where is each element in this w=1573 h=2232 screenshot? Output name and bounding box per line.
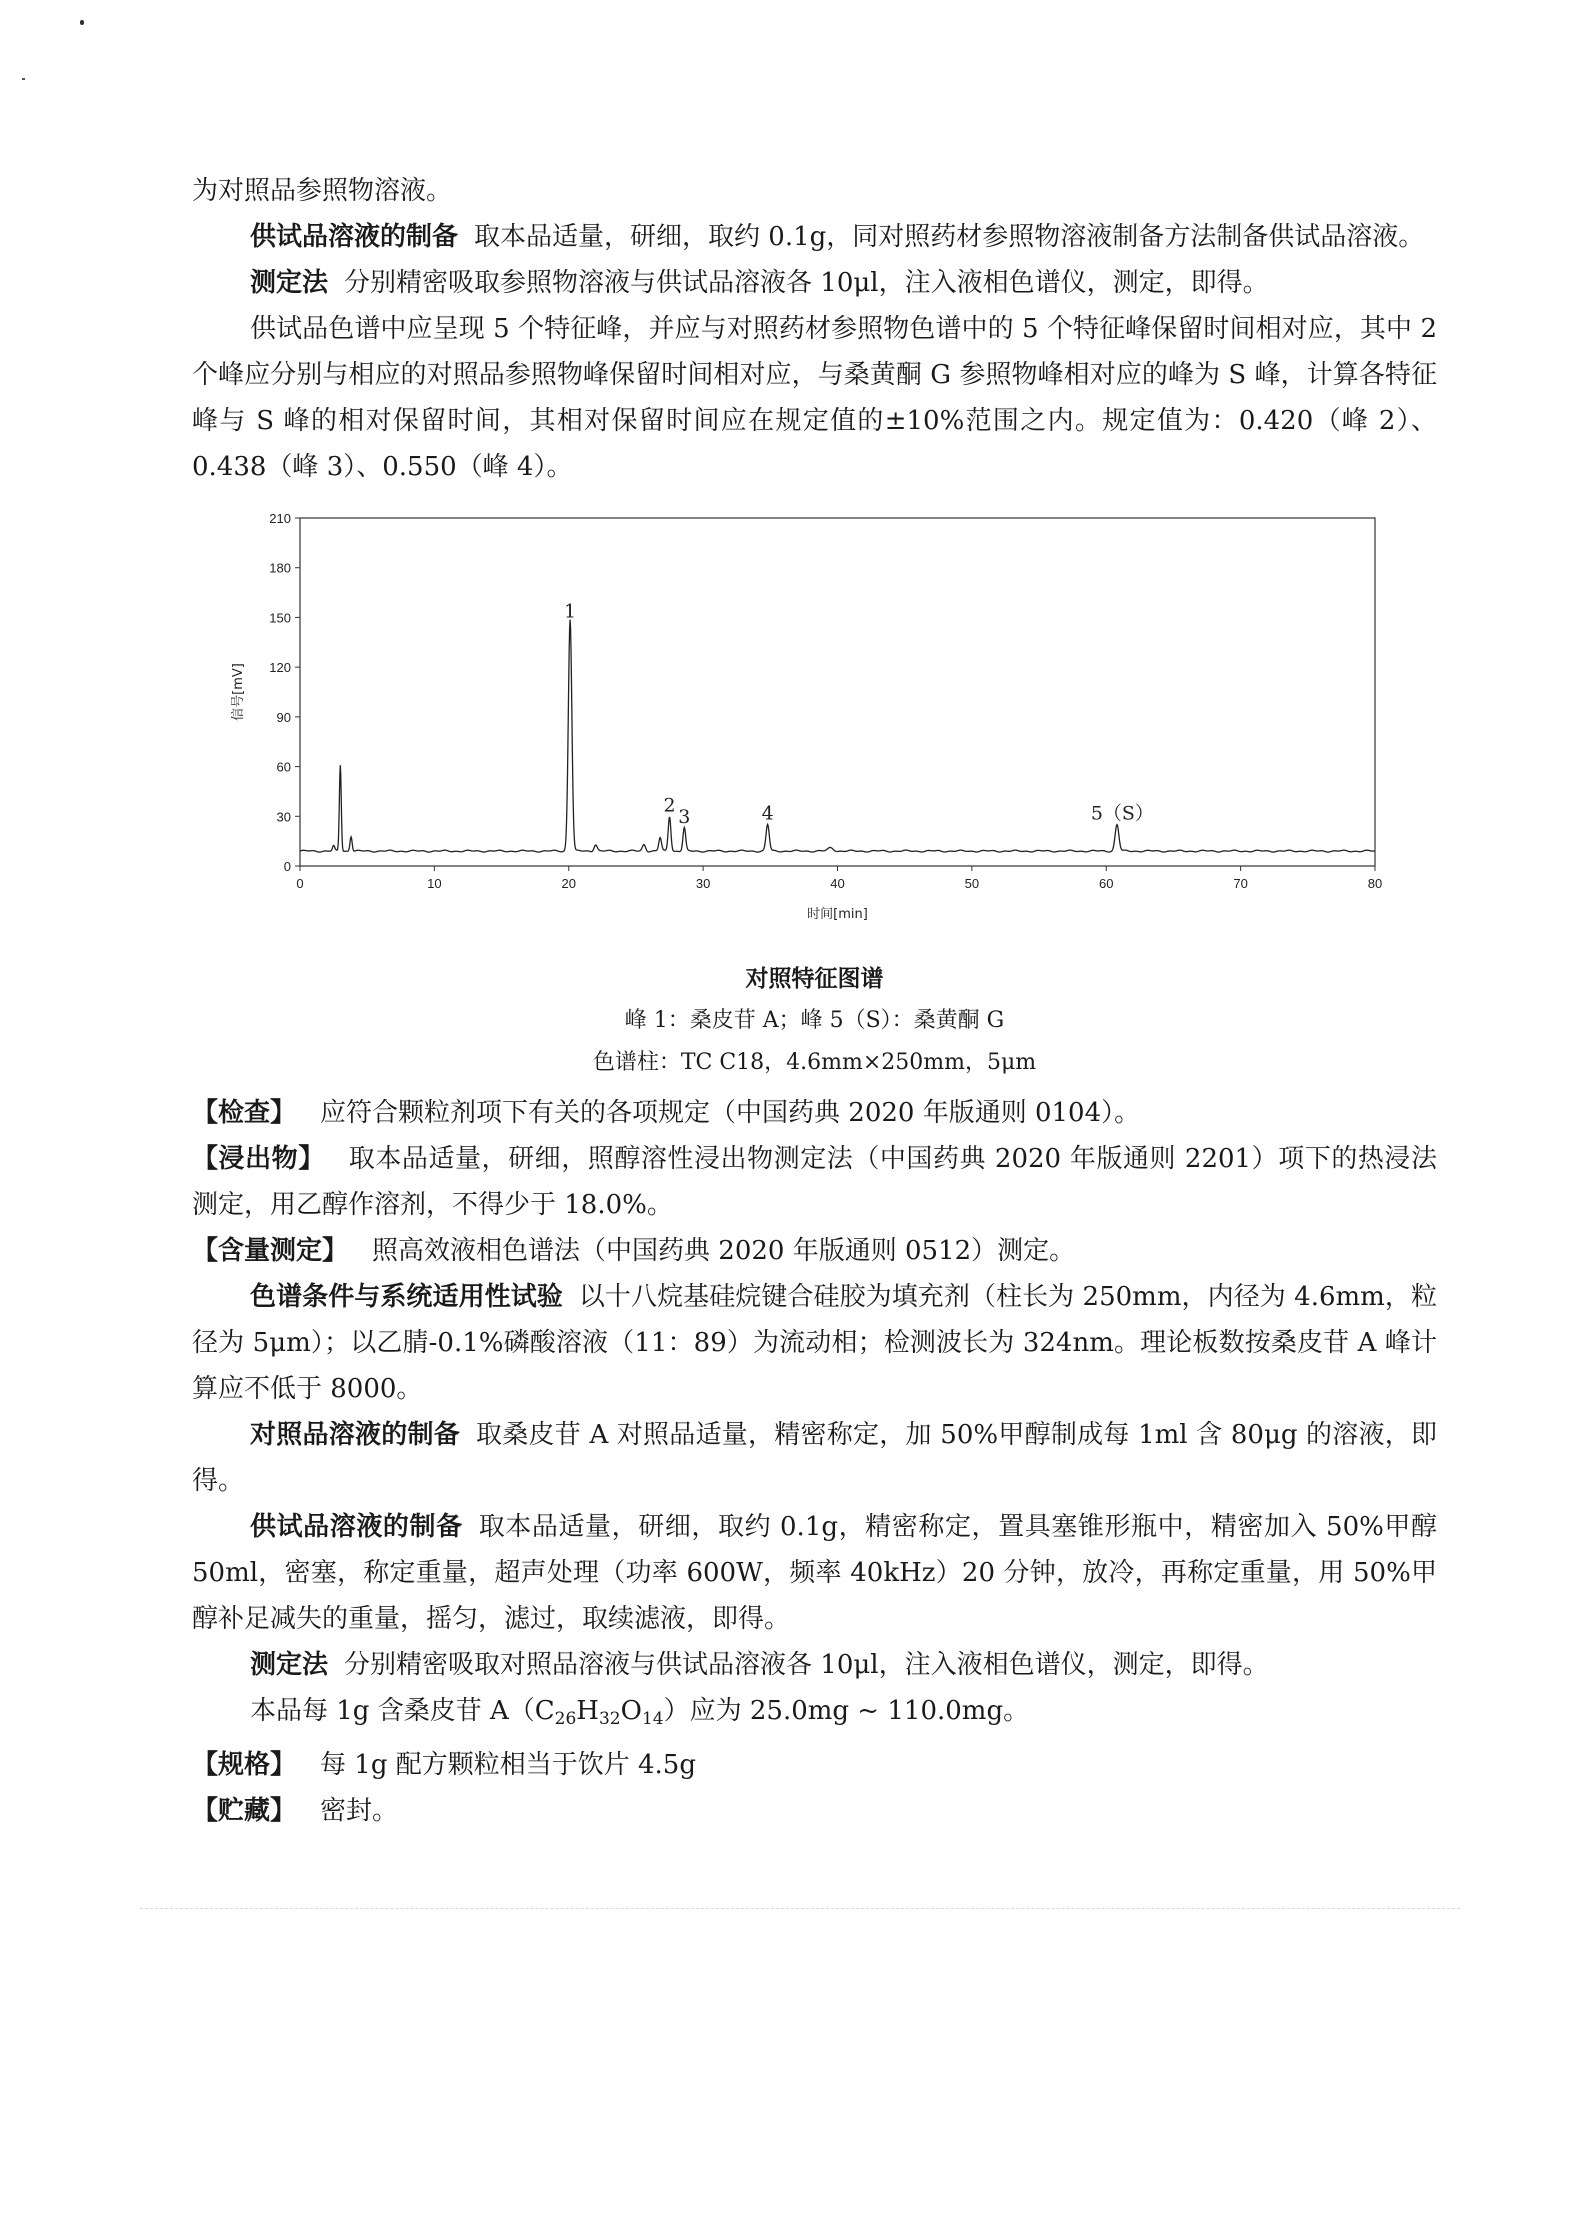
- peak-label: 4: [761, 802, 774, 825]
- figure-caption-column: 色谱柱：TC C18，4.6mm×250mm，5μm: [592, 1050, 1037, 1075]
- formula-element: O: [620, 1696, 642, 1726]
- bold-heading: 测定法: [250, 1650, 329, 1680]
- y-tick-label: 90: [276, 709, 291, 725]
- paragraph-text: ）应为 25.0mg ~ 110.0mg。: [663, 1696, 1030, 1726]
- chromatogram-trace: [300, 620, 1375, 852]
- document-body: [192, 168, 1437, 1834]
- bold-heading: 供试品溶液的制备: [250, 222, 459, 252]
- formula-subscript: 32: [598, 1709, 621, 1729]
- paragraph-text: 分别精密吸取参照物溶液与供试品溶液各 10μl，注入液相色谱仪，测定，即得。: [344, 268, 1269, 298]
- paragraph-text: 分别精密吸取对照品溶液与供试品溶液各 10μl，注入液相色谱仪，测定，即得。: [344, 1650, 1269, 1680]
- paragraph-assay-method: [192, 1642, 1437, 1688]
- bold-heading: 测定法: [250, 268, 329, 298]
- peak-label: 2: [663, 794, 676, 817]
- paragraph-content-limit: [192, 1688, 1437, 1742]
- bold-heading: 供试品溶液的制备: [250, 1512, 463, 1542]
- x-tick-label: 0: [296, 876, 304, 891]
- chromatogram-chart: [192, 508, 1437, 958]
- x-tick-label: 20: [561, 876, 576, 891]
- x-axis-label: 时间[min]: [807, 907, 868, 922]
- section-assay: [192, 1228, 1437, 1274]
- paragraph-test-solution: [192, 1504, 1437, 1642]
- y-tick-label: 150: [269, 610, 291, 626]
- figure-caption-peaks: 峰 1：桑皮苷 A；峰 5（S）：桑黄酮 G: [624, 1008, 1005, 1033]
- y-axis-label: 信号[mV]: [231, 663, 246, 721]
- bold-heading: 对照品溶液的制备: [250, 1420, 460, 1450]
- section-check: [192, 1090, 1437, 1136]
- formula-subscript: 26: [554, 1709, 577, 1729]
- y-tick-label: 120: [269, 660, 291, 676]
- x-tick-label: 70: [1233, 876, 1248, 891]
- bold-heading: 色谱条件与系统适用性试验: [250, 1282, 563, 1312]
- section-extract: [192, 1136, 1437, 1228]
- y-tick-label: 180: [269, 560, 291, 576]
- section-heading: 【浸出物】: [192, 1144, 325, 1174]
- section-heading: 【含量测定】: [192, 1236, 349, 1266]
- section-text: 应符合颗粒剂项下有关的各项规定（中国药典 2020 年版通则 0104）。: [320, 1098, 1141, 1128]
- formula-element: H: [576, 1696, 599, 1726]
- x-tick-label: 80: [1367, 876, 1383, 891]
- x-tick-label: 30: [695, 876, 711, 891]
- peak-label: 5（S）: [1090, 802, 1154, 825]
- paragraph-test-solution-prep: [192, 214, 1437, 260]
- section-heading: 【贮藏】: [192, 1796, 297, 1826]
- paragraph-text: 取桑皮苷 A 对照品适量，精密称定，加 50%甲醇制成每 1ml 含 80μg 的溶液，即得。: [192, 1420, 1437, 1496]
- paragraph-text: 取本品适量，研细，取约 0.1g，精密称定，置具塞锥形瓶中，精密加入 50%甲醇 50ml，密塞，称定重量，超声处理（功率 600W，频率 40kHz）20 分钟，放冷，再称定重量，用 50%甲醇补足减失的重量，摇匀，滤过，取续滤液，即得。: [192, 1512, 1438, 1634]
- paragraph-ref-solution-end: 为对照品参照物溶液。: [192, 176, 453, 206]
- chromatogram-figure: [192, 508, 1437, 958]
- y-tick-label: 0: [283, 859, 291, 874]
- plot-frame: [300, 518, 1375, 866]
- section-text: 取本品适量，研细，照醇溶性浸出物测定法（中国药典 2020 年版通则 2201）项下的热浸法测定，用乙醇作溶剂，不得少于 18.0%。: [192, 1144, 1437, 1220]
- section-text: 每 1g 配方颗粒相当于饮片 4.5g: [320, 1750, 696, 1780]
- paragraph-method: [192, 260, 1437, 306]
- scan-speck: [80, 20, 84, 25]
- scan-speck: [22, 78, 25, 80]
- section-storage: [192, 1788, 1437, 1834]
- paragraph-chrom-conditions: [192, 1274, 1437, 1412]
- section-spec: [192, 1742, 1437, 1788]
- formula-subscript: 14: [641, 1709, 664, 1729]
- paragraph-text: 以十八烷基硅烷键合硅胶为填充剂（柱长为 250mm，内径为 4.6mm，粒径为 5μm）；以乙腈-0.1%磷酸溶液（11：89）为流动相；检测波长为 324nm。理论板数按桑皮苷 A 峰计算应不低于 8000。: [192, 1282, 1437, 1404]
- y-tick-label: 30: [276, 809, 291, 825]
- scan-artifact-line: [140, 1908, 1460, 1909]
- paragraph-characteristic-peaks: 供试品色谱中应呈现 5 个特征峰，并应与对照药材参照物色谱中的 5 个特征峰保留时间相对应，其中 2 个峰应分别与相应的对照品参照物峰保留时间相对应，与桑黄酮 G 参照物峰相对应的峰为 S 峰，计算各特征峰与 S 峰的相对保留时间，其相对保留时间应在规定值的±10%范围之内。规定值为：0.420（峰 2）、0.438（峰 3）、0.550（峰 4）。: [192, 314, 1437, 482]
- x-tick-label: 50: [964, 876, 980, 891]
- x-tick-label: 10: [427, 876, 442, 891]
- peak-label: 3: [678, 805, 691, 828]
- section-heading: 【规格】: [192, 1750, 297, 1780]
- section-text: 照高效液相色谱法（中国药典 2020 年版通则 0512）测定。: [372, 1236, 1076, 1266]
- x-tick-label: 40: [830, 876, 845, 891]
- figure-title: 对照特征图谱: [745, 966, 884, 992]
- y-tick-label: 60: [276, 759, 291, 775]
- paragraph-text: 本品每 1g 含桑皮苷 A（C: [250, 1696, 555, 1726]
- section-text: 密封。: [320, 1796, 399, 1826]
- y-tick-label: 210: [269, 511, 291, 526]
- paragraph-text: 取本品适量，研细，取约 0.1g，同对照药材参照物溶液制备方法制备供试品溶液。: [474, 222, 1425, 252]
- paragraph-ref-solution: [192, 1412, 1437, 1504]
- section-heading: 【检查】: [192, 1098, 297, 1128]
- x-tick-label: 60: [1099, 876, 1114, 891]
- peak-label: 1: [564, 600, 577, 623]
